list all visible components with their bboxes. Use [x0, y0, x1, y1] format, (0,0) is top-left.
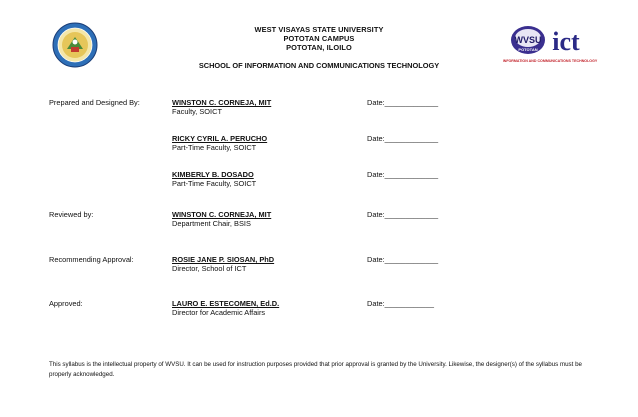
- intellectual-property-notice: This syllabus is the intellectual property of WVSU. It can be used for instruction purposes provided that prior approval is granted by the University. Likewise, the designer(s) of the syllabus must be properly acknowledged.: [49, 361, 582, 378]
- reviewed-by-label: Reviewed by:: [49, 210, 94, 219]
- date-line: Date:_____________: [367, 170, 439, 179]
- ict-logo-word: ict: [552, 27, 580, 56]
- signatory-name: KIMBERLY B. DOSADO: [172, 170, 254, 179]
- campus-name: POTOTAN CAMPUS: [283, 34, 355, 43]
- ict-logo-mark: WVSU: [514, 35, 542, 45]
- prepared-by-label: Prepared and Designed By:: [49, 98, 140, 107]
- recommending-approval-label: Recommending Approval:: [49, 255, 134, 264]
- signatory-role: Part-Time Faculty, SOICT: [172, 179, 257, 188]
- signatory-role: Faculty, SOICT: [172, 107, 222, 116]
- approved-label: Approved:: [49, 299, 83, 308]
- date-line: Date:_____________: [367, 210, 439, 219]
- campus-location: POTOTAN, ILOILO: [286, 43, 352, 52]
- signatory-name: WINSTON C. CORNEJA, MIT: [172, 98, 272, 107]
- date-line: Date:_____________: [367, 98, 439, 107]
- university-name: WEST VISAYAS STATE UNIVERSITY: [254, 25, 384, 34]
- ict-logo-sub: POTOTAN: [518, 47, 538, 52]
- signatory-role: Director, School of ICT: [172, 264, 247, 273]
- signatory-name: WINSTON C. CORNEJA, MIT: [172, 210, 272, 219]
- date-line: Date:_____________: [367, 134, 439, 143]
- signatory-role: Department Chair, BSIS: [172, 219, 251, 228]
- signatory-name: RICKY CYRIL A. PERUCHO: [172, 134, 268, 143]
- date-line: Date:_____________: [367, 255, 439, 264]
- signatory-name: LAURO E. ESTECOMEN, Ed.D.: [172, 299, 280, 308]
- ict-logo: [502, 22, 598, 66]
- signatory-role: Part-Time Faculty, SOICT: [172, 143, 257, 152]
- signatory-role: Director for Academic Affairs: [172, 308, 266, 317]
- signatory-name: ROSIE JANE P. SIOSAN, PhD: [172, 255, 275, 264]
- school-name: SCHOOL OF INFORMATION AND COMMUNICATIONS TECHNOLOGY: [198, 61, 440, 70]
- date-line: Date:____________: [367, 299, 434, 308]
- ict-logo-tagline: INFORMATION AND COMMUNICATIONS TECHNOLOGY: [502, 59, 598, 63]
